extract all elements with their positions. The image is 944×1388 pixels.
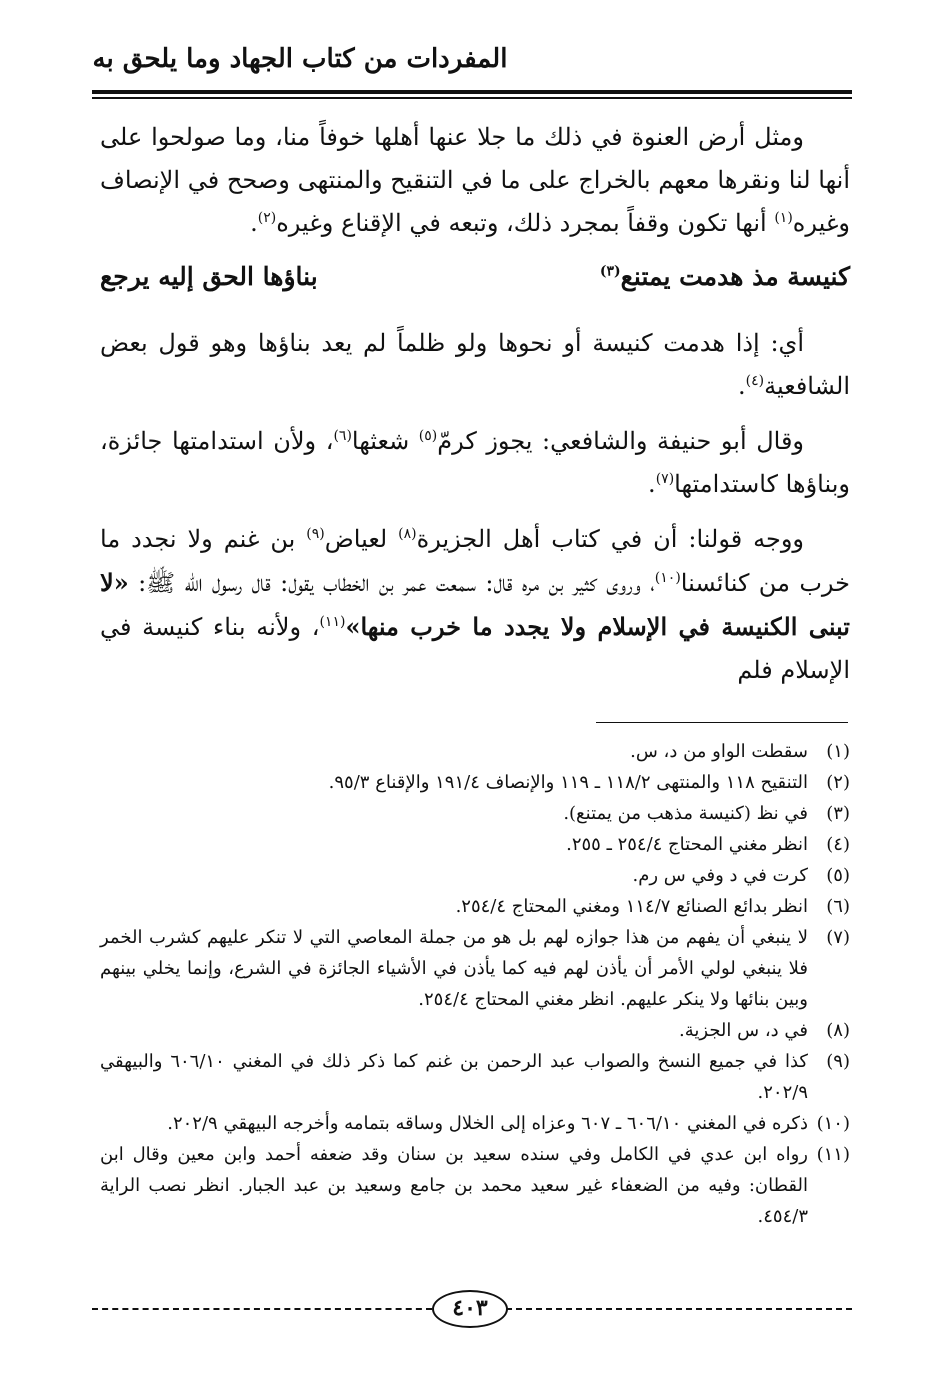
footnote: (٩) كذا في جميع النسخ والصواب عبد الرحمن بن غنم كما ذكر ذلك في المغني ٦٠٦/١٠ والبيهقي ٢٠٢/٩. xyxy=(100,1051,850,1103)
footnote-separator xyxy=(596,722,848,723)
paragraph-4: ووجه قولنا: أن في كتاب أهل الجزيرة$^{(٨)}$ لعياض$^{(٩)}$ بن غنم ولا نجدد ما خرب من كنائسنا$^{(١٠)}$، وروى كثير بن مره قال: سمعت عمر بن الخطاب يقول: قال رسول الله ﷺ: «لا تبنى الكنيسة في الإسلام ولا يجدد ما خرب منها»$^{(١١)}$، ولأنه بناء كنيسة في الإسلام فلم xyxy=(100,525,851,684)
footnote-ref: (٤) xyxy=(745,373,765,389)
footnote-ref: (١١) xyxy=(319,614,346,630)
verse-second-hemistich: بناؤها الحق إليه يرجع xyxy=(100,262,318,291)
footnote-ref: (١) xyxy=(774,210,793,226)
paragraph-1: ومثل أرض العنوة في ذلك ما جلا عنها أهلها خوفاً منا، وما صولحوا على أنها لنا ونقرها معهم بالخراج على ما في التنقيح والمنتهى وصحح في الإنصاف وغيره$^{(١)}$ أنها تكون وقفاً بمجرد ذلك، وتبعه في الإقناع وغيره$^{(٢)}$. xyxy=(100,123,850,237)
footnote: (٤) انظر مغني المحتاج ٢٥٤/٤ ـ ٢٥٥. xyxy=(566,834,850,855)
footnote-ref: (١٠) xyxy=(654,570,681,586)
verse-first-hemistich: كنيسة مذ هدمت يمتنع$^{(٣)}$ xyxy=(599,262,850,291)
footnote: (٨) في د، س الجزية. xyxy=(679,1020,850,1041)
hadith-quote: «لا تبنى الكنيسة في الإسلام ولا يجدد ما خرب منها» xyxy=(100,568,850,641)
footer-dashed-rule-right xyxy=(506,1308,852,1310)
footnote-ref: (٥) xyxy=(418,428,438,444)
footnote: (٦) انظر بدائع الصنائع ١١٤/٧ ومغني المحتاج ٢٥٤/٤. xyxy=(455,896,850,917)
poem-verse xyxy=(100,262,850,306)
paragraph-3: وقال أبو حنيفة والشافعي: يجوز كرمّ$^{(٥)}$ شعثها$^{(٦)}$، ولأن استدامتها جائزة، وبناؤها كاستدامتها$^{(٧)}$. xyxy=(100,427,850,498)
paragraph-2: أي: إذا هدمت كنيسة أو نحوها ولو ظلماً لم يعد بناؤها وهو قول بعض الشافعية$^{(٤)}$. xyxy=(100,329,850,400)
footnote: (١٠) ذكره في المغني ٦٠٦/١٠ ـ ٦٠٧ وعزاه إلى الخلال وساقه بتمامه وأخرجه البيهقي ٢٠٢/٩. xyxy=(167,1113,850,1134)
header-rule-thin xyxy=(92,97,852,99)
footnote-ref: (٨) xyxy=(398,526,417,542)
footnote-ref: (٦) xyxy=(333,428,352,444)
header-rule-thick xyxy=(92,90,852,94)
footnote: (٥) كرت في د وفي س رم. xyxy=(632,865,850,886)
footnote: (١١) رواه ابن عدي في الكامل وفي سنده سعيد بن سنان وقد ضعفه أحمد وابن معين وقال ابن القطان: وفيه من الضعفاء غير سعيد محمد بن جامع وسعيد بن عبد الجبار. انظر نصب الراية ٤٥٤/٣. xyxy=(100,1144,850,1227)
footnotes xyxy=(100,736,850,1232)
page-number: ٤٠٣ xyxy=(432,1290,508,1328)
footnote: (٣) في نظ (كنيسة مذهب من يمتنع). xyxy=(563,803,850,824)
footnote-ref: (٢) xyxy=(257,210,277,226)
footnote-ref: (٩) xyxy=(306,526,325,542)
footnote: (٢) التنقيح ١١٨ والمنتهى ١١٨/٢ ـ ١١٩ والإنصاف ١٩١/٤ والإقناع ٩٥/٣. xyxy=(328,772,850,793)
main-text-top xyxy=(100,116,850,245)
footnote: (٧) لا ينبغي أن يفهم من هذا جوازه لهم بل هو من جملة المعاصي التي لا تنكر عليهم كشرب الخمر فلا ينبغي لولي الأمر أن يأذن لهم فيه كما يأذن في الأشياء الجائزة في الشرع، وإنما يخلي بينهم وبين بنائها ولا ينكر عليهم. انظر مغني المحتاج ٢٥٤/٤. xyxy=(100,927,850,1010)
footnote-ref: (٣) xyxy=(599,263,621,280)
footer-dashed-rule-left xyxy=(92,1308,432,1310)
running-header-title: المفردات من كتاب الجهاد وما يلحق به xyxy=(92,44,508,74)
footnote-ref: (٧) xyxy=(655,471,675,487)
footnote: (١) سقطت الواو من د، س. xyxy=(630,741,850,762)
main-text-bottom xyxy=(100,322,850,692)
